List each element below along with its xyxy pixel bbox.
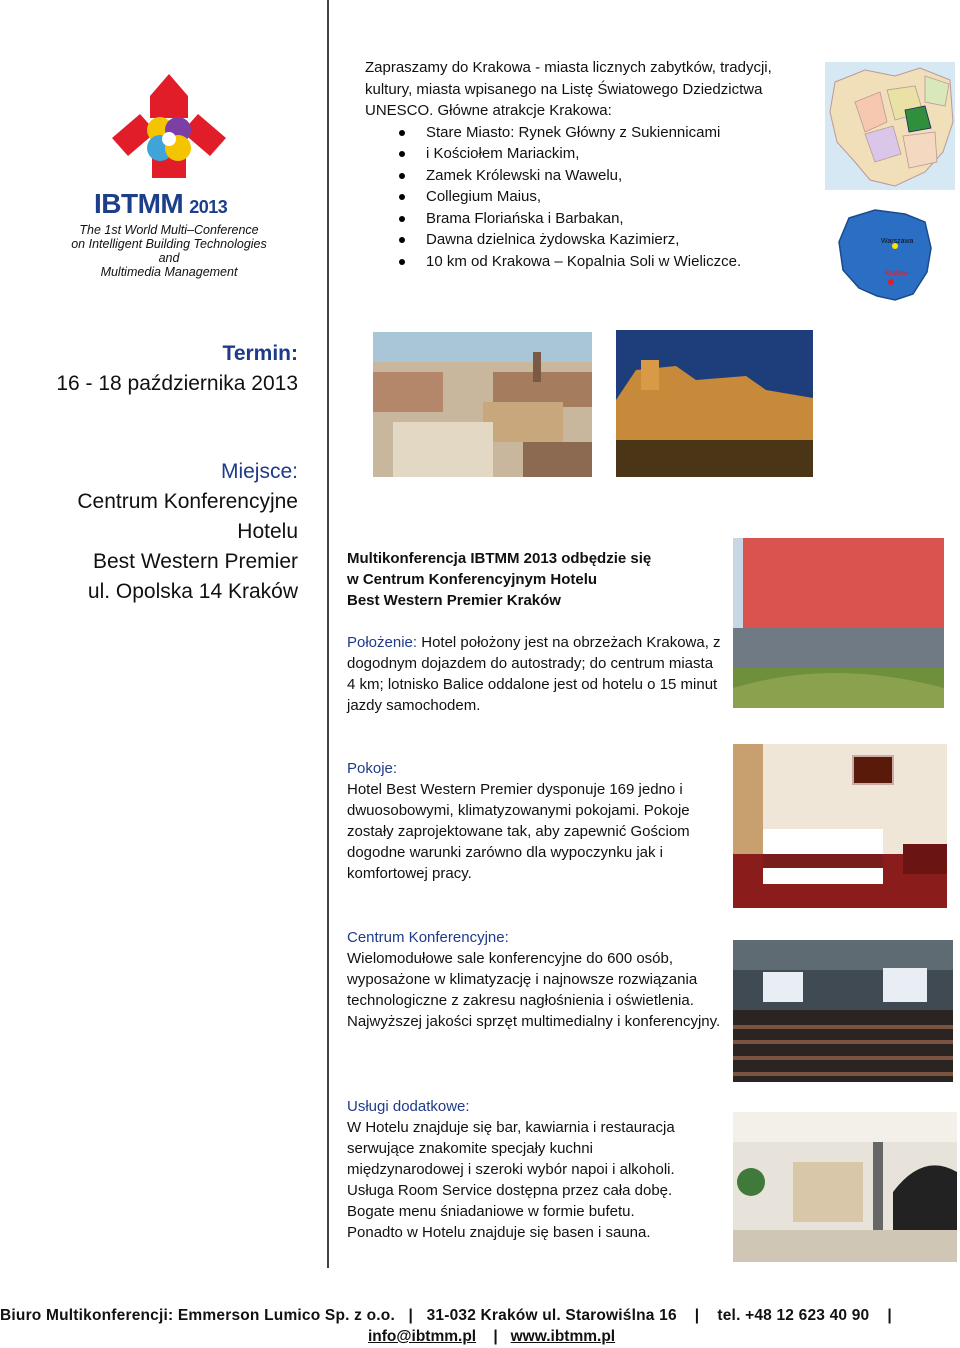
uslugi-line: W Hotelu znajduje się bar, kawiarnia i restauracja bbox=[347, 1119, 675, 1136]
conference-hall-photo bbox=[733, 940, 953, 1082]
centrum-text: Wielomodułowe sale konferencyjne do 600 osób, wyposażone w klimatyzację i najnowsze rozwiązania technologiczne z zakresu nagłośnienia i oświetlenia. Najwyższej jakości sprzęt multimedialny i konferencyjny. bbox=[347, 950, 721, 1030]
list-item: 10 km od Krakowa – Kopalnia Soli w Wieliczce. bbox=[365, 251, 785, 273]
uslugi-line: międzynarodowej i szeroki wybór napoi i alkoholi. bbox=[347, 1161, 675, 1178]
hotel-room-photo bbox=[733, 744, 947, 908]
list-item: Dawna dzielnica żydowska Kazimierz, bbox=[365, 229, 785, 251]
list-item: Collegium Maius, bbox=[365, 186, 785, 208]
list-item: Stare Miasto: Rynek Główny z Sukiennicami bbox=[365, 122, 785, 144]
uslugi-line: Bogate menu śniadaniowe w formie bufetu. bbox=[347, 1203, 635, 1220]
europe-map bbox=[825, 62, 955, 190]
pokoje-label: Pokoje: bbox=[347, 760, 398, 777]
hotel-intro-line: Best Western Premier Kraków bbox=[347, 592, 561, 609]
polozenie-label: Położenie: bbox=[347, 634, 418, 651]
miejsce-line: Best Western Premier bbox=[92, 550, 298, 573]
miejsce-block bbox=[20, 457, 298, 607]
footer-phone: tel. +48 12 623 40 90 bbox=[717, 1307, 870, 1324]
footer-address: 31-032 Kraków ul. Starowiślna 16 bbox=[426, 1307, 677, 1324]
miejsce-line: Centrum Konferencyjne bbox=[77, 490, 298, 513]
termin-value: 16 - 18 października 2013 bbox=[56, 372, 298, 395]
pokoje-section bbox=[347, 758, 722, 884]
miejsce-label: Miejsce: bbox=[220, 460, 298, 483]
attractions-list bbox=[365, 122, 785, 273]
hotel-lobby-photo bbox=[733, 1112, 957, 1262]
polozenie-section bbox=[347, 632, 722, 716]
uslugi-line: serwujące znakomite specjały kuchni bbox=[347, 1140, 593, 1157]
poland-map bbox=[835, 208, 935, 304]
termin-block bbox=[20, 339, 298, 399]
hotel-intro bbox=[347, 548, 722, 611]
hotel-intro-line: Multikonferencja IBTMM 2013 odbędzie się bbox=[347, 550, 652, 567]
footer-office: Biuro Multikonferencji: Emmerson Lumico Sp. z o.o. bbox=[0, 1307, 395, 1324]
uslugi-label: Usługi dodatkowe: bbox=[347, 1098, 470, 1115]
hotel-facade-photo bbox=[733, 538, 944, 708]
footer bbox=[0, 1305, 960, 1347]
ibtmm-logo bbox=[64, 68, 274, 284]
footer-links-row bbox=[0, 1326, 960, 1347]
centrum-label: Centrum Konferencyjne: bbox=[347, 929, 509, 946]
miejsce-line: ul. Opolska 14 Kraków bbox=[87, 580, 298, 603]
intro-paragraph: Zapraszamy do Krakowa - miasta licznych zabytków, tradycji, kultury, miasta wpisanego na Listę Światowego Dziedzictwa UNESCO. Główne atrakcje Krakowa: bbox=[365, 59, 772, 119]
termin-label: Termin: bbox=[222, 342, 298, 365]
wawel-castle-photo bbox=[616, 330, 813, 477]
map-label-warszawa: Warszawa bbox=[881, 238, 914, 245]
email-link[interactable]: info@ibtmm.pl bbox=[368, 1328, 477, 1345]
footer-separator: | bbox=[408, 1307, 414, 1324]
footer-contact-row bbox=[0, 1305, 960, 1326]
map-label-krakow: Kraków bbox=[885, 270, 909, 277]
polozenie-text: Hotel położony jest na obrzeżach Krakowa, z dogodnym dojazdem do autostrady; do centrum miasta 4 km; lotnisko Balice oddalone jest od hotelu o 15 minut jazdy samochodem. bbox=[347, 634, 721, 714]
centrum-section bbox=[347, 927, 722, 1032]
logo-subtitle: The 1st World Multi–Conference on Intelligent Building Technologies and Multimedia Management bbox=[71, 223, 267, 279]
vertical-divider bbox=[327, 0, 329, 1268]
intro-text bbox=[365, 57, 785, 272]
footer-separator: | bbox=[493, 1328, 498, 1345]
website-link[interactable]: www.ibtmm.pl bbox=[510, 1328, 616, 1345]
pokoje-text: Hotel Best Western Premier dysponuje 169 jedno i dwuosobowymi, klimatyzowanymi pokojami. Pokoje zostały zaprojektowane tak, aby zapewnić Gościom dogodne warunki zarówno dla wypoczynku jak i komfortowej pracy. bbox=[347, 781, 690, 882]
hotel-intro-line: w Centrum Konferencyjnym Hotelu bbox=[347, 571, 598, 588]
list-item: i Kościołem Mariackim, bbox=[365, 143, 785, 165]
uslugi-line: Usługa Room Service dostępna przez cała dobę. bbox=[347, 1182, 673, 1199]
uslugi-line: Ponadto w Hotelu znajduje się basen i sauna. bbox=[347, 1224, 651, 1241]
logo-emblem bbox=[64, 68, 274, 188]
footer-separator: | bbox=[887, 1307, 892, 1324]
list-item: Zamek Królewski na Wawelu, bbox=[365, 165, 785, 187]
krakow-square-photo bbox=[373, 332, 592, 477]
footer-separator: | bbox=[694, 1307, 700, 1324]
uslugi-section bbox=[347, 1096, 722, 1243]
list-item: Brama Floriańska i Barbakan, bbox=[365, 208, 785, 230]
miejsce-line: Hotelu bbox=[237, 520, 298, 543]
logo-title: IBTMM 2013 bbox=[94, 188, 228, 219]
